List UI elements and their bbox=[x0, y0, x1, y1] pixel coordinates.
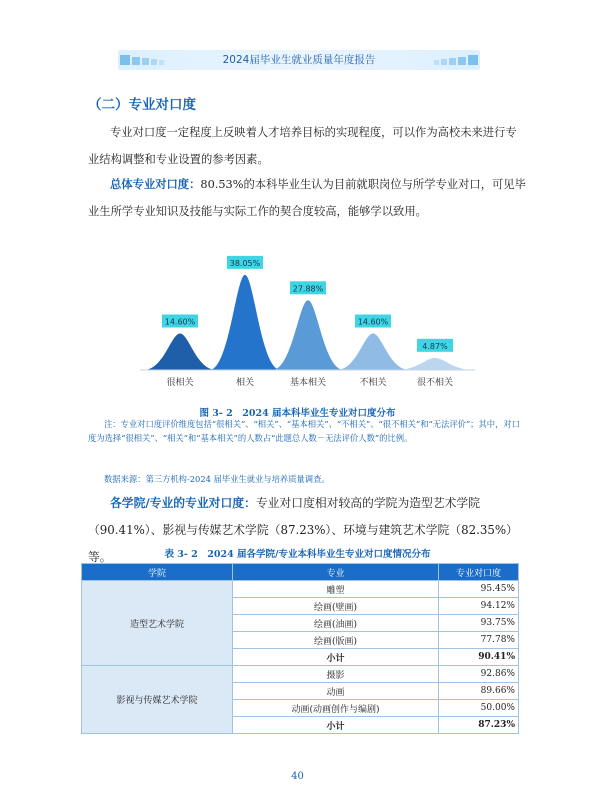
data-source-note: 数据来源：第三方机构-2024 届毕业生就业与培养质量调查。 bbox=[104, 474, 330, 484]
table-row bbox=[82, 581, 519, 598]
paragraph-overall-text: 80.53%的本科毕业生认为目前就职岗位与所学专业对口，可见毕业生所学专业知识及技能与实际工作的契合度较高，能够学以致用。 bbox=[88, 178, 526, 218]
header-title: 2024届毕业生就业质量年度报告 bbox=[222, 54, 376, 66]
rate-cell: 89.66% bbox=[439, 683, 519, 700]
matching-table bbox=[81, 563, 519, 734]
subtotal-label: 小计 bbox=[233, 717, 439, 734]
major-cell: 绘画(壁画) bbox=[233, 598, 439, 615]
table-header-row bbox=[82, 564, 519, 581]
page-number: 40 bbox=[291, 771, 304, 782]
chart-peak-1 bbox=[210, 275, 280, 370]
paragraph-intro: 专业对口度一定程度上反映着人才培养目标的实现程度，可以作为高校未来进行专业结构调整和专业设置的参考因素。 bbox=[88, 126, 517, 166]
table-title: 表 3- 2 2024 届各学院/专业本科毕业生专业对口度情况分布 bbox=[164, 549, 431, 560]
chart-value-label: 14.60% bbox=[357, 317, 389, 327]
rate-cell: 94.12% bbox=[439, 598, 519, 615]
paragraph-overall-lead: 总体专业对口度： bbox=[110, 178, 201, 191]
chart-category-label: 很相关 bbox=[166, 378, 194, 388]
chart-category-label: 基本相关 bbox=[289, 378, 327, 388]
rate-cell: 50.00% bbox=[439, 700, 519, 717]
chart-value-label: 38.05% bbox=[229, 258, 261, 268]
subtotal-value: 87.23% bbox=[439, 717, 519, 734]
major-cell: 绘画(油画) bbox=[233, 615, 439, 632]
header-rate: 专业对口度 bbox=[439, 564, 519, 581]
chart-peak-2 bbox=[273, 300, 343, 370]
matching-distribution-chart bbox=[120, 255, 480, 395]
rate-cell: 93.75% bbox=[439, 615, 519, 632]
header-college: 学院 bbox=[82, 564, 233, 581]
header-major: 专业 bbox=[233, 564, 439, 581]
section-title: （二）专业对口度 bbox=[88, 97, 196, 113]
major-cell: 绘画(版画) bbox=[233, 632, 439, 649]
chart-category-label: 很不相关 bbox=[416, 378, 454, 388]
paragraph-overall bbox=[88, 171, 526, 225]
college-cell: 造型艺术学院 bbox=[82, 581, 233, 666]
major-cell: 动画(动画创作与编剧) bbox=[233, 700, 439, 717]
chart-value-label: 14.60% bbox=[164, 317, 196, 327]
chart-peak-4 bbox=[400, 358, 470, 370]
major-cell: 雕塑 bbox=[233, 581, 439, 598]
subtotal-label: 小计 bbox=[233, 649, 439, 666]
table-row bbox=[82, 666, 519, 683]
paragraph-college-text: 专业对口度相对较高的学院为造型艺术学院（90.41%）、影视与传媒艺术学院（87.23%）、环境与建筑艺术学院（82.35%）等。 bbox=[88, 496, 518, 564]
college-cell: 影视与传媒艺术学院 bbox=[82, 666, 233, 734]
chart-peak-0 bbox=[145, 334, 215, 371]
chart-value-label: 27.88% bbox=[292, 284, 324, 294]
figure-title: 图 3- 2 2024 届本科毕业生专业对口度分布 bbox=[199, 408, 396, 419]
chart-value-label: 4.87% bbox=[422, 341, 448, 351]
major-cell: 摄影 bbox=[233, 666, 439, 683]
paragraph-college-lead: 各学院/专业的专业对口度： bbox=[110, 496, 256, 510]
rate-cell: 95.45% bbox=[439, 581, 519, 598]
subtotal-value: 90.41% bbox=[439, 649, 519, 666]
rate-cell: 77.78% bbox=[439, 632, 519, 649]
major-cell: 动画 bbox=[233, 683, 439, 700]
chart-peak-3 bbox=[338, 334, 408, 371]
rate-cell: 92.86% bbox=[439, 666, 519, 683]
chart-category-label: 相关 bbox=[235, 378, 255, 388]
chart-category-label: 不相关 bbox=[359, 378, 387, 388]
figure-note: 注：专业对口度评价维度包括“很相关”、“相关”、“基本相关”、“不相关”、“很不相关”和“无法评价”；其中，对口度为选择“很相关”、“相关”和“基本相关”的人数占“此题总人数－无法评价人数”的比例。 bbox=[88, 419, 520, 443]
